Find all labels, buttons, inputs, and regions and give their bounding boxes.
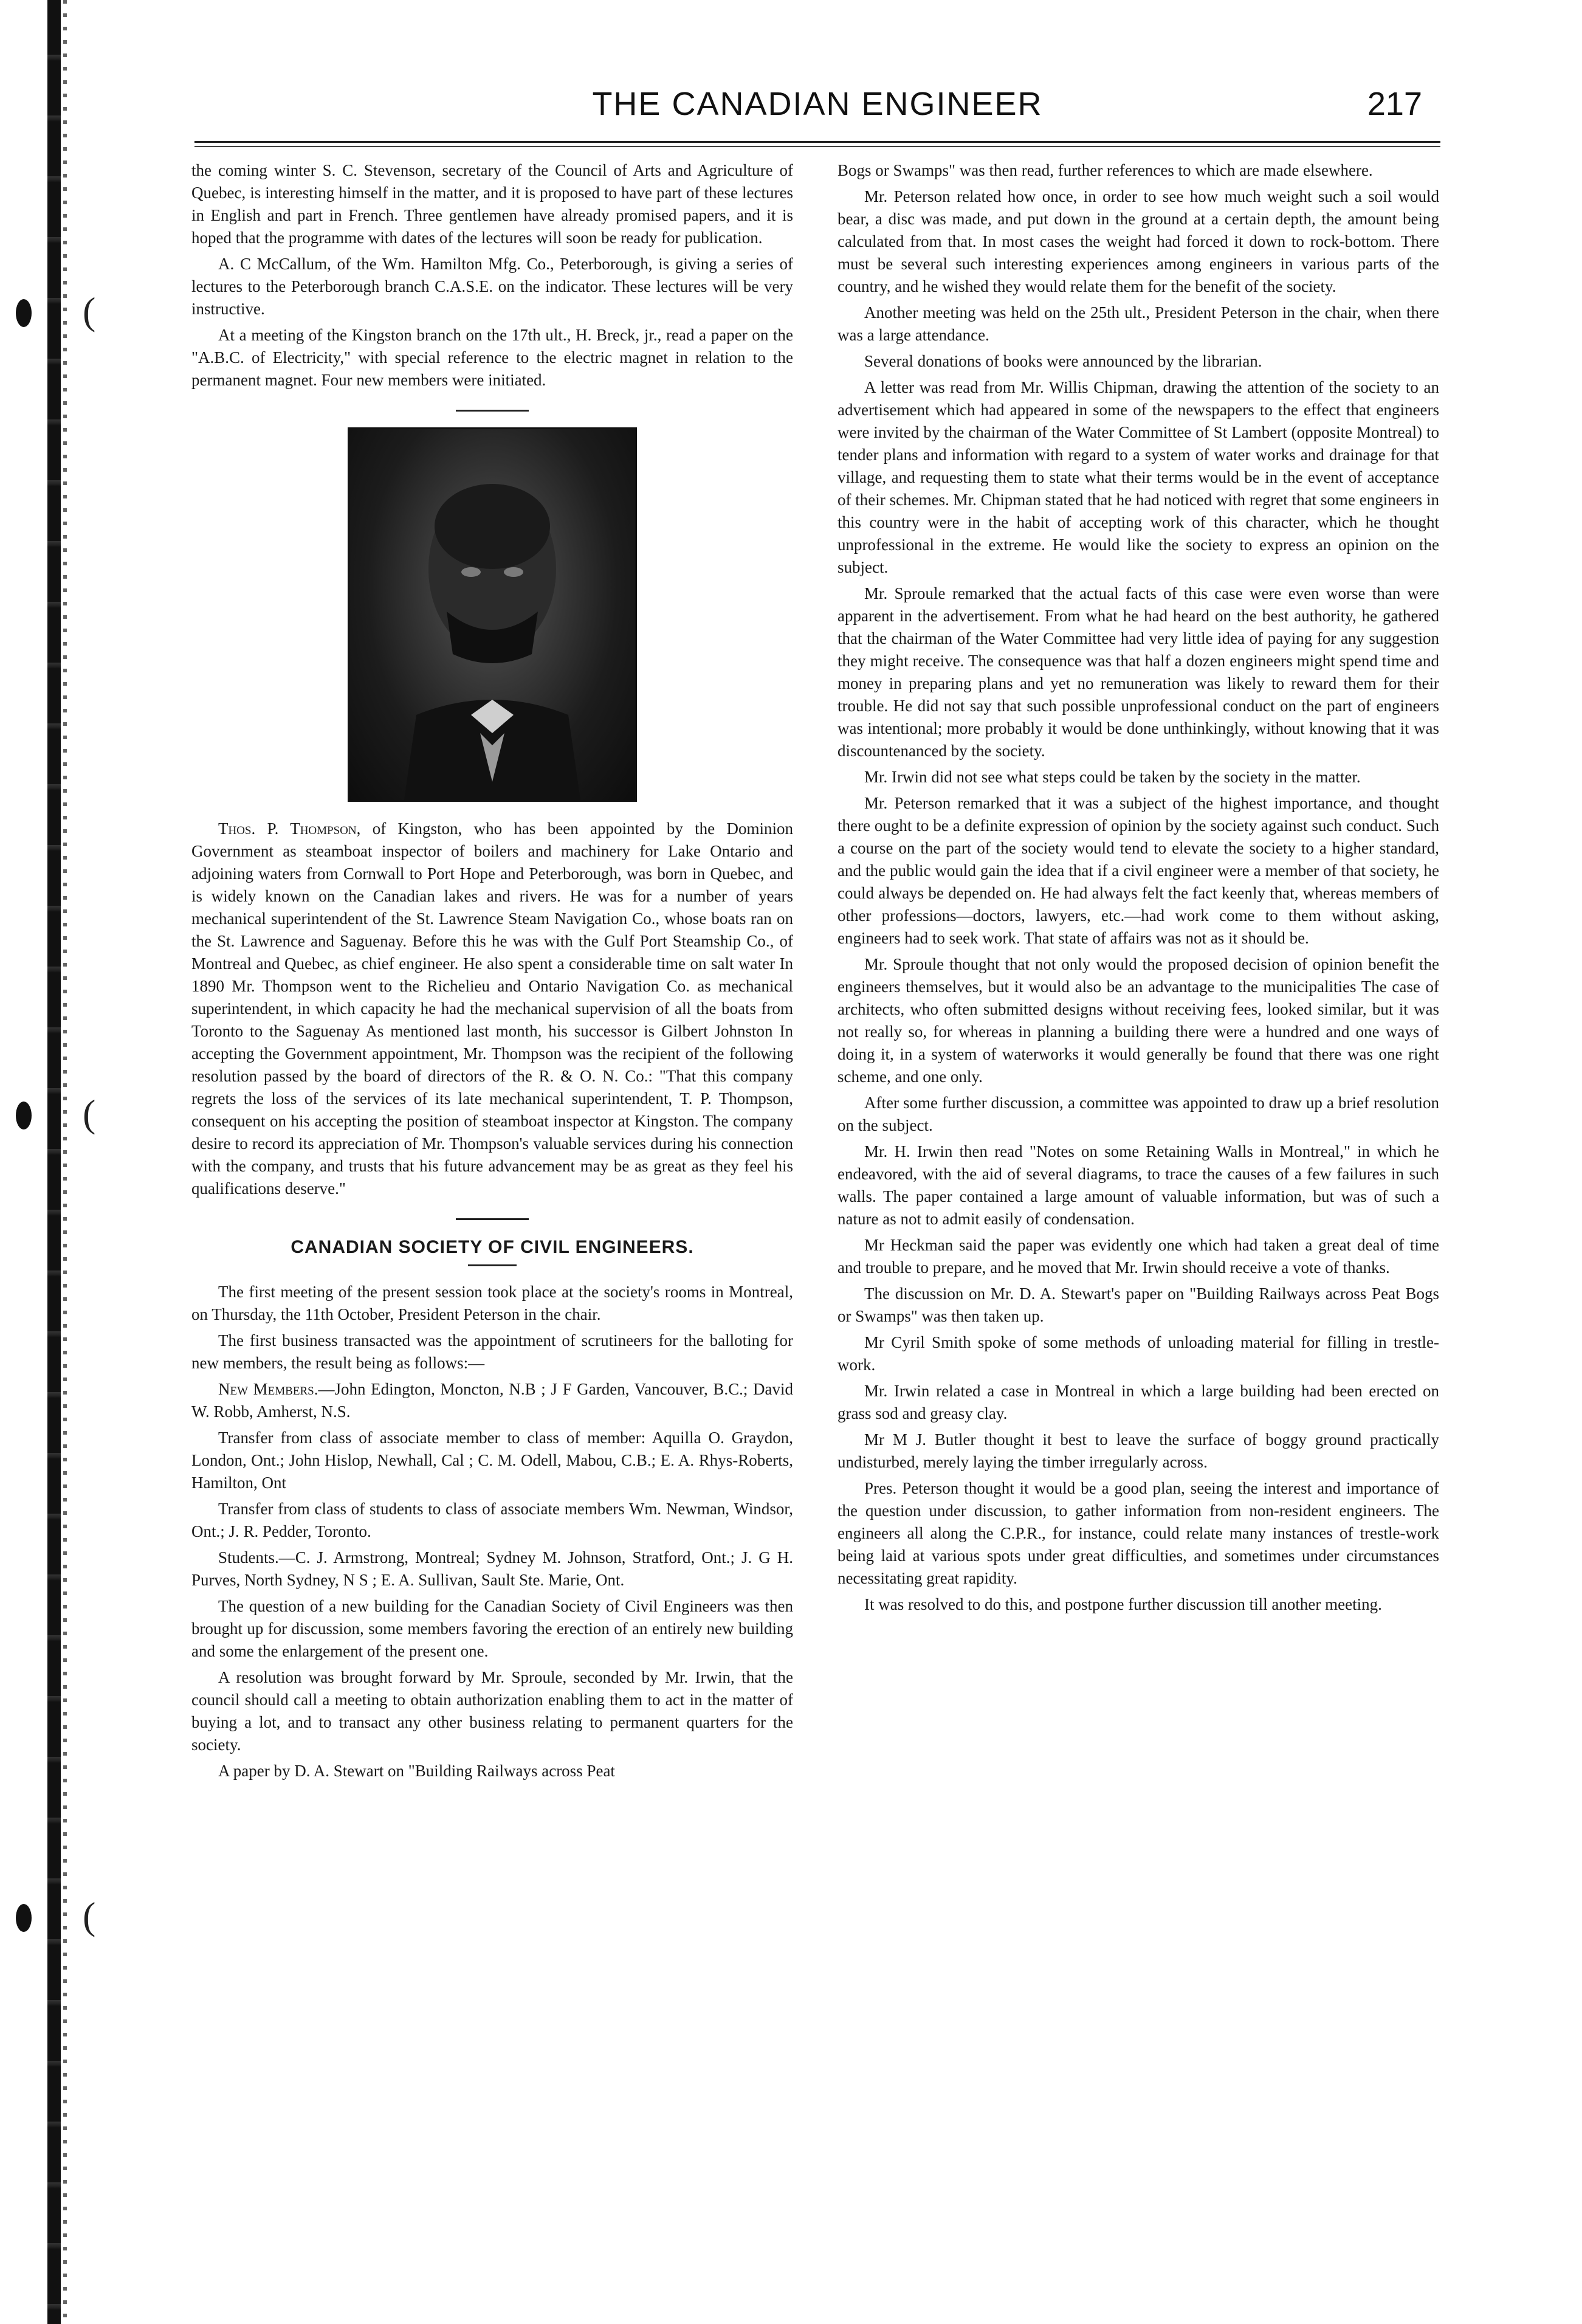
paragraph: Pres. Peterson thought it would be a good plan, seeing the interest and importance of the question under discussion, to gather information from non-resident engineers. The engineers all along the C.P.R., for instance, could relate many instances of trestle-work being laid at various spots under great difficulties, and sometimes under circumstances necessitating great rapidity. [837, 1479, 1439, 1587]
paragraph-text: of Kingston, who has been appointed by the Dominion Government as steamboat inspector of boilers and machinery for Lake Ontario and adjoining waters from Cornwall to Port Hope and Peterborough, was born in Quebec, and is widely known on the Canadian lakes and rivers. He was for a number of years mechanical superintendent of the St. Lawrence Steam Navigation Co., whose boats ran on the St. Lawrence and Saguenay. Before this he was with the Gulf Port Steamship Co., of Montreal and Quebec, as chief engineer. He also spent a considerable time on salt water In 1890 Mr. Thompson went to the Richelieu and Ontario Navigation Co. as mechanical superintendent, in which capacity he had the mechanical supervision of all the boats from Toronto to the Saguenay As mentioned last month, his successor is Gilbert Johnston In accepting the Government appointment, Mr. Thompson was the recipient of the following resolution passed by the board of directors of the R. & O. N. Co.: "That this company regrets the loss of the services of its late mechanical superintendent, T. P. Thompson, consequent on his accepting the position of steamboat inspector at Kingston. The company desire to record its appreciation of Mr. Thompson's valuable services during his connection with the company, and trusts that his future advancement may be as great as they feel his qualifications deserve." [191, 819, 793, 1198]
paragraph: Transfer from class of associate member to class of member: Aquilla O. Graydon, London, Ont.; John Hislop, Newhall, Cal ; C. M. Odell, Mabou, C.B.; E. A. Rhys-Roberts, Hamilton, Ont [191, 1429, 793, 1492]
paragraph: Mr. Peterson related how once, in order to see how much weight such a soil would bear, a disc was made, and put down in the ground at a certain depth, the amount being calculated from that. In most cases the weight had forced it down to rock-bottom. There must be several such interesting experiences among engineers in various parts of the country, and he wished they would relate them for the benefit of the society. [837, 187, 1439, 295]
portrait-photo [348, 427, 637, 802]
paragraph: It was resolved to do this, and postpone further discussion till another meeting. [864, 1595, 1382, 1613]
header-rule [194, 141, 1440, 143]
paragraph: Mr M J. Butler thought it best to leave the surface of boggy ground practically undisturbed, merely laying the timber irregularly across. [837, 1430, 1439, 1471]
binding-edge [47, 0, 61, 2324]
paragraph: The first meeting of the present session took place at the society's rooms in Montreal, on Thursday, the 11th October, President Peterson in the chair. [191, 1283, 793, 1323]
paragraph: Mr. Sproule remarked that the actual facts of this case were even worse than were apparent in the advertisement. From what he had heard on the best authority, he gathered that the chairman of the Water Committee had very little idea of paying for any suggestion they might receive. The consequence was that half a dozen engineers might spend time and money in preparing plans and yet no remuneration was likely to reward them for their trouble. He did not say that such possible unprofessional conduct on the part of engineers was intentional; more probably it would be done unthinkingly, without knowing that it was discountenanced by the society. [837, 584, 1439, 760]
paragraph: Several donations of books were announced by the librarian. [864, 352, 1262, 370]
paragraph: Students.—C. J. Armstrong, Montreal; Sydney M. Johnson, Stratford, Ont.; J. G H. Purves, North Sydney, N S ; E. A. Sullivan, Sault Ste. Marie, Ont. [191, 1548, 793, 1589]
paragraph: Mr. H. Irwin then read "Notes on some Retaining Walls in Montreal," in which he endeavored, with the aid of several diagrams, to trace the causes of a few failures in such walls. The paper contained a large amount of valuable information, but was of such a nature as not to admit easily of condensation. [837, 1142, 1439, 1228]
punch-hole-mark: ( [16, 292, 101, 334]
paragraph: A. C McCallum, of the Wm. Hamilton Mfg. Co., Peterborough, is giving a series of lectures to the Peterborough branch C.A.S.E. on the indicator. These lectures will be very instructive. [191, 255, 793, 318]
section-divider [468, 1264, 517, 1266]
paragraph-text: —John Edington, Moncton, N.B ; J F Garden, Vancouver, B.C.; David W. Robb, Amherst, N.S. [191, 1380, 793, 1421]
paragraph: Mr Heckman said the paper was evidently one which had taken a great deal of time and trouble to prepare, and he moved that Mr. Irwin should receive a vote of thanks. [837, 1236, 1439, 1277]
paragraph: Mr. Sproule thought that not only would the proposed decision of opinion benefit the engineers themselves, but it would also be an advantage to the municipalities The case of architects, who often submitted designs without receiving fees, looked similar, but it was not really so, for whereas in planning a building there were a hundred and one ways of doing it, in a system of waterworks it would generally be found that there was one right scheme, and one only. [837, 955, 1439, 1086]
paragraph: A paper by D. A. Stewart on "Building Railways across Peat [218, 1762, 615, 1780]
paragraph: After some further discussion, a committee was appointed to draw up a brief resolution on the subject. [837, 1094, 1439, 1134]
section-divider [456, 410, 529, 412]
person-name: Thos. P. Thompson, [218, 819, 361, 838]
paragraph: Bogs or Swamps" was then read, further references to which are made elsewhere. [837, 161, 1373, 179]
punch-hole-mark: ( [16, 1897, 101, 1939]
paragraph: the coming winter S. C. Stevenson, secretary of the Council of Arts and Agriculture of Quebec, is interesting himself in the matter, and it is proposed to have part of these lectures in English and part in French. Three gentlemen have already promised papers, and it is hoped that the programme with dates of the lectures will soon be ready for publication. [191, 161, 793, 247]
paragraph [191, 1378, 793, 1423]
paragraph: The first business transacted was the appointment of scrutineers for the balloting for new members, the result being as follows:— [191, 1331, 793, 1372]
page-header [194, 85, 1440, 134]
journal-title: THE CANADIAN ENGINEER [592, 86, 1043, 122]
section-heading: CANADIAN SOCIETY OF CIVIL ENGINEERS. [291, 1237, 694, 1257]
header-rule [194, 146, 1440, 147]
paragraph: A letter was read from Mr. Willis Chipman, drawing the attention of the society to an advertisement which had appeared in some of the newspapers to the effect that engineers were invited by the chairman of the Water Committee of St Lambert (opposite Montreal) to tender plans and information with regard to a system of water works and drainage for that village, and requesting them to state what their terms would be in the event of acceptance of their schemes. Mr. Chipman stated that he had noticed with regret that some engineers in this country were in the habit of accepting work of this character, which he thought unprofessional in the extreme. He would like the society to express an opinion on the subject. [837, 378, 1439, 576]
paragraph: Mr. Irwin related a case in Montreal in which a large building had been erected on grass sod and greasy clay. [837, 1382, 1439, 1422]
paragraph: The discussion on Mr. D. A. Stewart's paper on "Building Railways across Peat Bogs or Swamps" was then taken up. [837, 1284, 1439, 1325]
paragraph: Mr. Irwin did not see what steps could be taken by the society in the matter. [864, 768, 1361, 786]
left-column [191, 159, 793, 1786]
punch-hole-mark: ( [16, 1094, 101, 1137]
list-label: New Members. [218, 1380, 318, 1398]
section-divider [456, 1218, 529, 1220]
paragraph: The question of a new building for the Canadian Society of Civil Engineers was then brought up for discussion, some members favoring the erection of an entirely new building and some the enlargement of the present one. [191, 1597, 793, 1660]
right-column [837, 159, 1439, 1619]
paragraph: Another meeting was held on the 25th ult., President Peterson in the chair, when there was a large attendance. [837, 303, 1439, 344]
paragraph: Transfer from class of students to class of associate members Wm. Newman, Windsor, Ont.; J. R. Pedder, Toronto. [191, 1500, 793, 1540]
portrait-figure [349, 429, 635, 800]
paragraph: At a meeting of the Kingston branch on the 17th ult., H. Breck, jr., read a paper on the "A.B.C. of Electricity," with special reference to the electric magnet in relation to the permanent magnet. Four new members were initiated. [191, 326, 793, 389]
paragraph: Mr Cyril Smith spoke of some methods of unloading material for filling in trestle-work. [837, 1333, 1439, 1374]
paragraph: A resolution was brought forward by Mr. Sproule, seconded by Mr. Irwin, that the council should call a meeting to obtain authorization enabling them to act in the matter of buying a lot, and to transact any other business relating to permanent quarters for the society. [191, 1668, 793, 1754]
paragraph [191, 818, 793, 1200]
paragraph: Mr. Peterson remarked that it was a subject of the highest importance, and thought there ought to be a definite expression of opinion by the society against such conduct. Such a course on the part of the society would tend to elevate the society to a higher standard, and the public would gain the idea that if a civil engineer were a member of that society, he could always be depended on. He had always felt the fact keenly that, whereas members of other professions—doctors, lawyers, etc.—had work come to them without asking, engineers had to seek work. That state of affairs was not as it should be. [837, 794, 1439, 947]
page-number: 217 [1367, 86, 1422, 122]
